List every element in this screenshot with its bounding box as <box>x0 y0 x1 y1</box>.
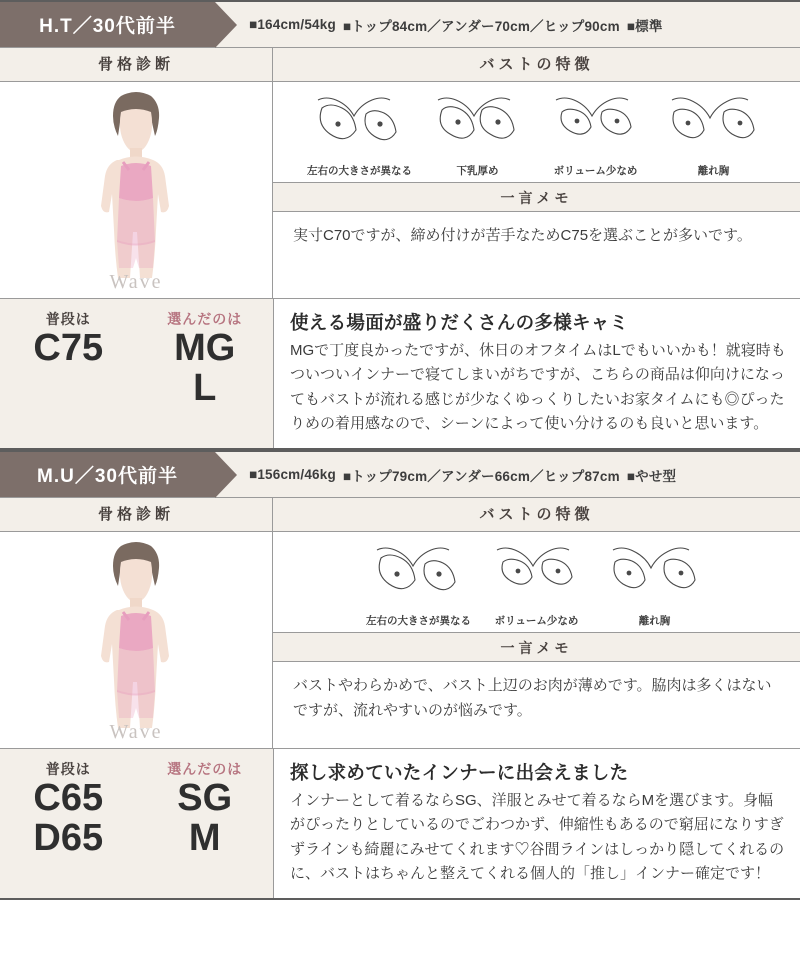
bust-feature-label: 左右の大きさが異なる <box>307 165 412 177</box>
comment-title: 使える場面が盛りだくさんの多様キャミ <box>290 312 629 333</box>
bust-shape-icon <box>489 542 585 606</box>
bust-feature-icons <box>273 82 800 182</box>
reviewer-specs <box>215 2 800 47</box>
bust-feature-item <box>601 542 709 628</box>
reviewer-name: H.T／30代前半 <box>39 16 176 37</box>
skeleton-type-caption: Wave <box>109 721 163 744</box>
bust-shape-icon <box>312 92 408 156</box>
chosen-size-value: MG <box>174 327 236 369</box>
bust-feature-item <box>483 542 591 628</box>
usual-size-value: C75 <box>33 327 104 369</box>
bust-shape-icon <box>430 92 526 156</box>
skeleton-diagnosis-heading: 骨格診断 <box>0 498 272 532</box>
chosen-size-value-secondary: L <box>193 366 217 409</box>
chosen-size-label: 選んだのは <box>167 761 243 778</box>
skeleton-type-caption: Wave <box>109 271 163 293</box>
chosen-size-label: 選んだのは <box>167 311 243 327</box>
bust-shape-icon <box>607 542 703 606</box>
usual-size-value: C65 <box>33 777 104 820</box>
bust-feature-heading: バストの特徴 <box>273 498 800 532</box>
size-box <box>0 749 273 898</box>
bust-feature-label: 下乳厚め <box>456 165 499 177</box>
bust-feature-label: ボリューム少なめ <box>494 615 579 628</box>
skeleton-diagnosis-heading: 骨格診断 <box>0 48 272 82</box>
usual-size-value-secondary: D65 <box>33 817 104 860</box>
memo-heading: 一言メモ <box>273 632 800 662</box>
review-block-2 <box>0 450 800 900</box>
chosen-size-cell <box>137 749 274 898</box>
bust-feature-heading: バストの特徴 <box>273 48 800 82</box>
comment-title: 探し求めていたインナーに出会えました <box>290 762 629 784</box>
memo-text: 実寸C70ですが、締め付けが苦手なためC75を選ぶことが多いです。 <box>293 227 752 244</box>
review-upper-body <box>0 498 800 748</box>
spec-body-type: ■標準 <box>626 18 663 34</box>
bust-feature-label: 離れ胸 <box>638 615 671 628</box>
bust-shape-icon <box>666 92 762 156</box>
body-figure-illustration <box>61 538 211 748</box>
skeleton-diagnosis-column <box>0 48 273 298</box>
spec-height-weight: ■156cm/46kg <box>249 467 336 483</box>
spec-height-weight: ■164cm/54kg <box>249 17 336 32</box>
bust-feature-item <box>542 92 650 178</box>
reviewer-name-banner <box>0 452 215 497</box>
bust-feature-item <box>365 542 473 628</box>
bust-feature-column <box>273 498 800 748</box>
memo-text: バストやわらかめで、バスト上辺のお肉が薄めです。脇肉は多くはないですが、流れやすいのが悩みです。 <box>293 677 772 719</box>
reviewer-name-banner <box>0 2 215 47</box>
comment-text: インナーとして着るならSG、洋服とみせて着るならMを選びます。身幅がぴったりとしているのでごわつかず、伸縮性もあるので窮屈になりすぎずラインも綺麗にみせてくれます♡谷間ラインはしっかり隠してくれるのに、バストはちゃんと整えてくれる個人的「推し」インナー確定です！ <box>290 792 785 883</box>
bust-shape-icon <box>548 92 644 156</box>
skeleton-diagnosis-column <box>0 498 273 748</box>
bust-feature-label: 離れ胸 <box>697 165 730 177</box>
memo-heading: 一言メモ <box>273 182 800 212</box>
review-header <box>0 2 800 48</box>
review-block-1 <box>0 0 800 450</box>
spec-body-type: ■やせ型 <box>626 468 677 484</box>
review-size-summary <box>0 298 800 448</box>
review-size-summary <box>0 748 800 898</box>
comment-box <box>273 299 800 448</box>
comment-text: MGで丁度良かったですが、休日のオフタイムはLでもいいかも！就寝時もついついインナーで寝てしまいがちですが、こちらの商品は仰向けになってもバストが流れる感じが少なくゆっくりしたいお家タイムにも◎ぴったりめの着用感なので、シーンによって使い分けるのも良いと思います。 <box>290 342 786 432</box>
bust-feature-item <box>306 92 414 178</box>
body-figure-area <box>0 532 272 748</box>
usual-size-cell <box>0 749 137 898</box>
chosen-size-cell <box>137 299 274 448</box>
chosen-size-value: SG <box>177 777 233 820</box>
review-upper-body <box>0 48 800 298</box>
usual-size-cell <box>0 299 137 448</box>
size-box <box>0 299 273 448</box>
bust-feature-item <box>424 92 532 178</box>
chosen-size-value-secondary: M <box>188 817 221 860</box>
spec-measurements: ■トップ79cm／アンダー66cm／ヒップ87cm <box>342 468 620 484</box>
spec-measurements: ■トップ84cm／アンダー70cm／ヒップ90cm <box>342 18 620 34</box>
bust-shape-icon <box>371 542 467 606</box>
bust-feature-icons <box>273 532 800 632</box>
bust-feature-item <box>660 92 768 178</box>
bust-feature-label: ボリューム少なめ <box>553 165 638 177</box>
bust-feature-label: 左右の大きさが異なる <box>366 615 471 628</box>
body-figure-area <box>0 82 272 298</box>
usual-size-label: 普段は <box>45 311 91 327</box>
comment-box <box>273 749 800 898</box>
body-figure-illustration <box>61 88 211 298</box>
bust-feature-column <box>273 48 800 298</box>
reviewer-name: M.U／30代前半 <box>37 466 178 488</box>
reviewer-specs <box>215 452 800 497</box>
usual-size-label: 普段は <box>45 761 91 778</box>
review-header <box>0 452 800 498</box>
